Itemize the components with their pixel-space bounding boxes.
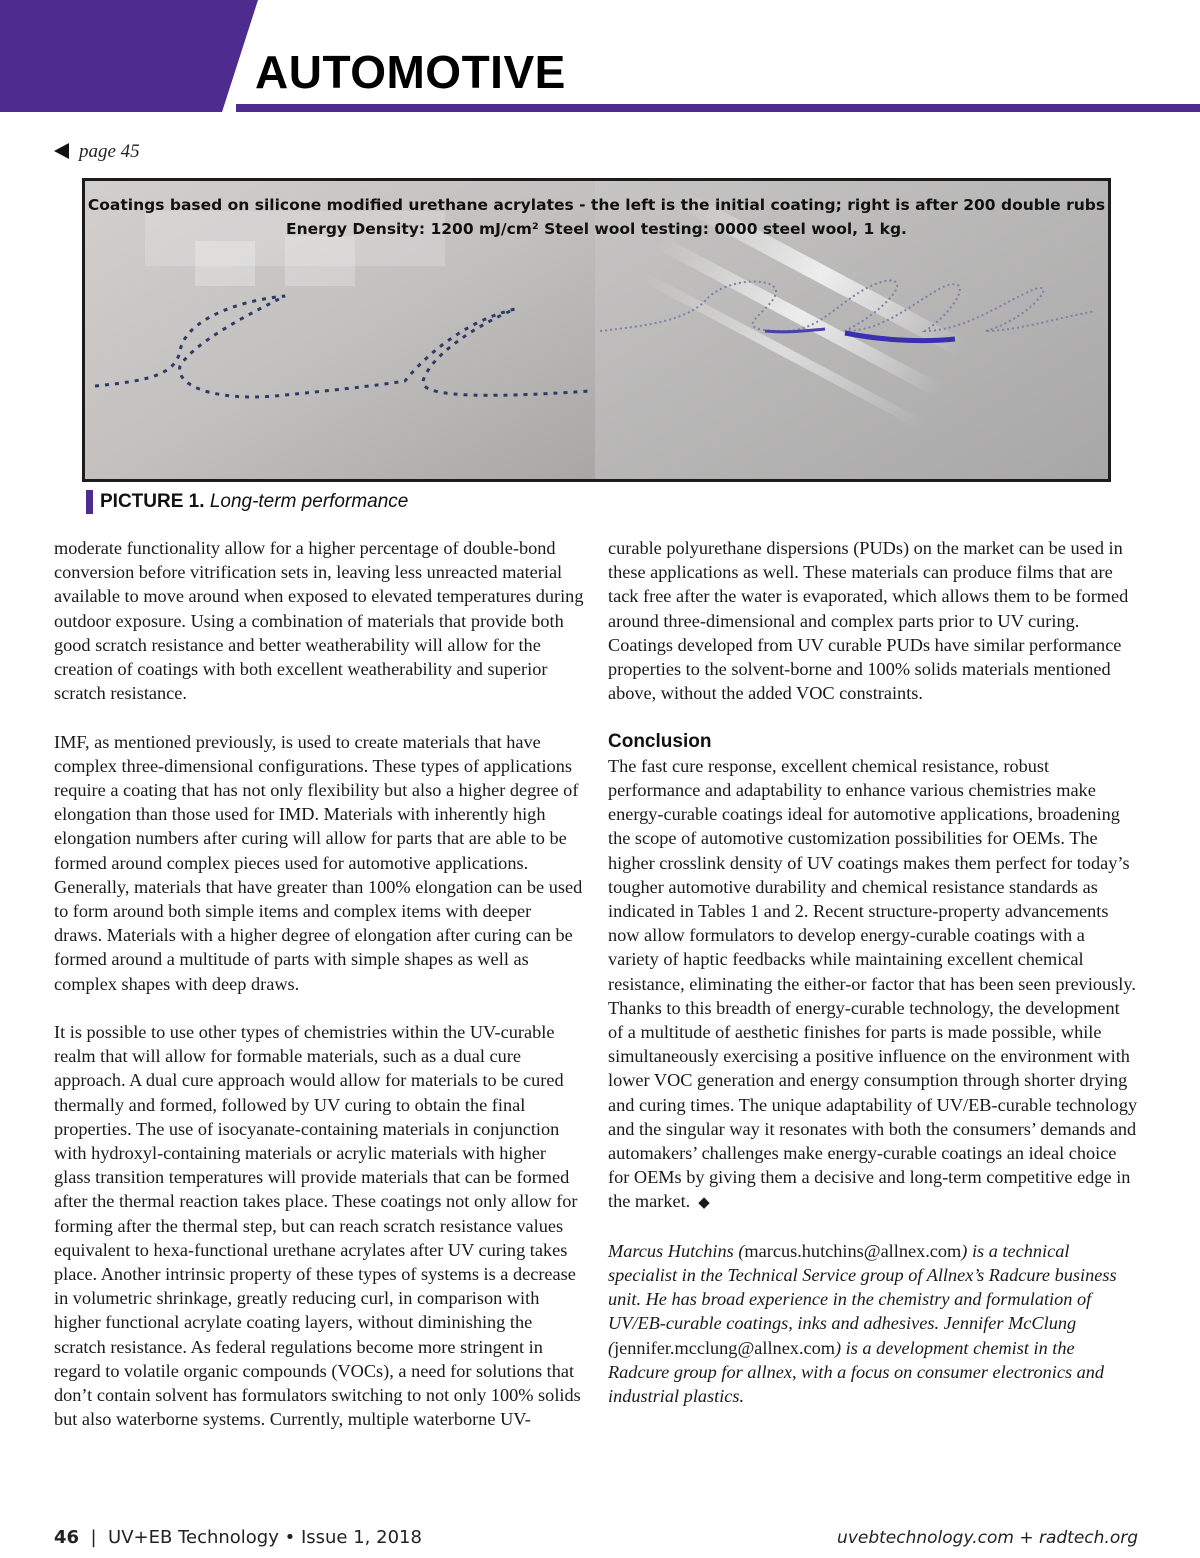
left-column <box>54 536 584 1456</box>
photo-caption <box>85 193 1108 241</box>
author-bio-1 <box>608 1239 1138 1408</box>
figure-label <box>86 490 408 514</box>
author-name: Marcus Hutchins ( <box>608 1240 745 1261</box>
figure-number: PICTURE 1. <box>100 491 205 512</box>
page-number: 46 <box>54 1527 80 1548</box>
author-email-link[interactable]: jennifer.mcclung@allnex.com <box>614 1337 835 1358</box>
section-title: AUTOMOTIVE <box>255 46 566 98</box>
photo-caption-line2: Energy Density: 1200 mJ/cm² Steel wool testing: 0000 steel wool, 1 kg. <box>286 220 907 238</box>
page-continuation-link[interactable] <box>54 140 140 164</box>
conclusion-heading: Conclusion <box>608 730 712 752</box>
author-name: Jennifer McClung ( <box>608 1313 1077 1358</box>
paragraph: IMF, as mentioned previously, is used to create materials that have complex three-dimensional configurations. These types of applications require a coating that has not only flexibility but also a higher degree of elongation than those used for IMD. Materials with inherently high elongation numbers after curing will allow for parts that are able to be formed around complex pieces used for automotive applications. Generally, materials that have greater than 100% elongation can be used to form around both simple items and complex items with deeper draws. Materials with a higher degree of elongation after curing can be formed around a multitude of parts with simple shapes as well as complex shapes with deep draws. <box>54 731 583 994</box>
footer-left <box>54 1526 422 1550</box>
paragraph: curable polyurethane dispersions (PUDs) on the market can be used in these applications as well. These materials can produce films that are tack free after the water is evaporated, which allows them to be formed around three-dimensional and complex parts prior to UV curing. Coatings developed from UV curable PUDs have similar performance properties to the solvent-borne and 100% solids materials mentioned above, without the added VOC constraints. <box>608 538 1129 704</box>
back-arrow-icon <box>54 143 69 159</box>
photo-caption-line1: Coatings based on silicone modified urethane acrylates - the left is the initial coating; right is after 200 double rubs <box>87 196 1106 214</box>
figure-title: Long-term performance <box>209 491 409 512</box>
author-bio-text: ) is a technical specialist in the Technical Service group of Allnex’s Radcure business unit. He has broad experience in the chemistry and formulation of UV/EB-curable coatings, inks and adhesives. <box>608 1240 1117 1334</box>
page-ref-text: page 45 <box>79 141 140 162</box>
author-bio-text: ) is a development chemist in the Radcure group for allnex, with a focus on consumer electronics and industrial plastics. <box>608 1337 1105 1407</box>
publication-name: UV+EB Technology • Issue 1, 2018 <box>108 1527 422 1548</box>
end-mark-icon: ◆ <box>698 1193 710 1212</box>
header-rule <box>236 104 1200 112</box>
right-column <box>608 536 1138 1432</box>
author-email-link[interactable]: marcus.hutchins@allnex.com <box>744 1240 962 1261</box>
figure-photo <box>82 178 1111 482</box>
conclusion-text: The fast cure response, excellent chemical resistance, robust performance and adaptability to enhance various chemistries make energy-curable coatings ideal for automotive applications, broadening the scope of automotive customization possibilities for OEMs. The higher crosslink density of UV coatings makes them perfect for today’s tougher automotive durability and chemical resistance standards as indicated in Tables 1 and 2. Recent structure-property advancements now allow formulators to develop energy-curable coatings with a variety of haptic feedbacks while maintaining excellent chemical resistance, eliminating the either-or factor that has been seen previously. Thanks to this breadth of energy-curable technology, the development of a multitude of aesthetic finishes for parts is made possible, while simultaneously exercising a positive influence on the environment with lower VOC generation and energy consumption through shorter drying and curing times. The unique adaptability of UV/EB-curable technology and the singular way it resonates with both the consumers’ demands and automakers’ challenges make energy-curable coatings an ideal choice for OEMs by giving them a decisive and long-term competitive edge in the market. <box>608 755 1138 1212</box>
paragraph: It is possible to use other types of chemistries within the UV-curable realm that will allow for formable materials, such as a dual cure approach. A dual cure approach would allow for materials to be cured thermally and formed, followed by UV curing to obtain the final properties. The use of isocyanate-containing materials in conjunction with hydroxyl-containing materials or acrylic materials with higher glass transition temperatures will provide materials that can be formed after the thermal reaction takes place. These coatings not only allow for forming after the thermal step, but can reach scratch resistance values equivalent to hexa-functional urethane acrylates after UV curing takes place. Another intrinsic property of these types of systems is a decrease in volumetric shrinkage, greatly reducing curl, in comparison with higher functional acrylate coating layers, without diminishing the scratch resistance. As federal regulations become more stringent in regard to volatile organic compounds (VOCs), a need for solutions that don’t contain solvent has formulators switching to not only 100% solids but also waterborne systems. Currently, multiple waterborne UV- <box>54 1022 581 1430</box>
header-color-tab <box>0 0 258 112</box>
conclusion-paragraph <box>608 754 1138 1215</box>
footer-websites[interactable]: uvebtechnology.com + radtech.org <box>837 1528 1138 1548</box>
paragraph: moderate functionality allow for a higher percentage of double-bond conversion before vitrification sets in, leaving less unreacted material available to move around when exposed to elevated temperatures during outdoor exposure. Using a combination of materials that provide both good scratch resistance and better weatherability will allow for the creation of coatings with both excellent weatherability and superior scratch resistance. <box>54 538 584 704</box>
footer-separator: | <box>90 1527 97 1548</box>
